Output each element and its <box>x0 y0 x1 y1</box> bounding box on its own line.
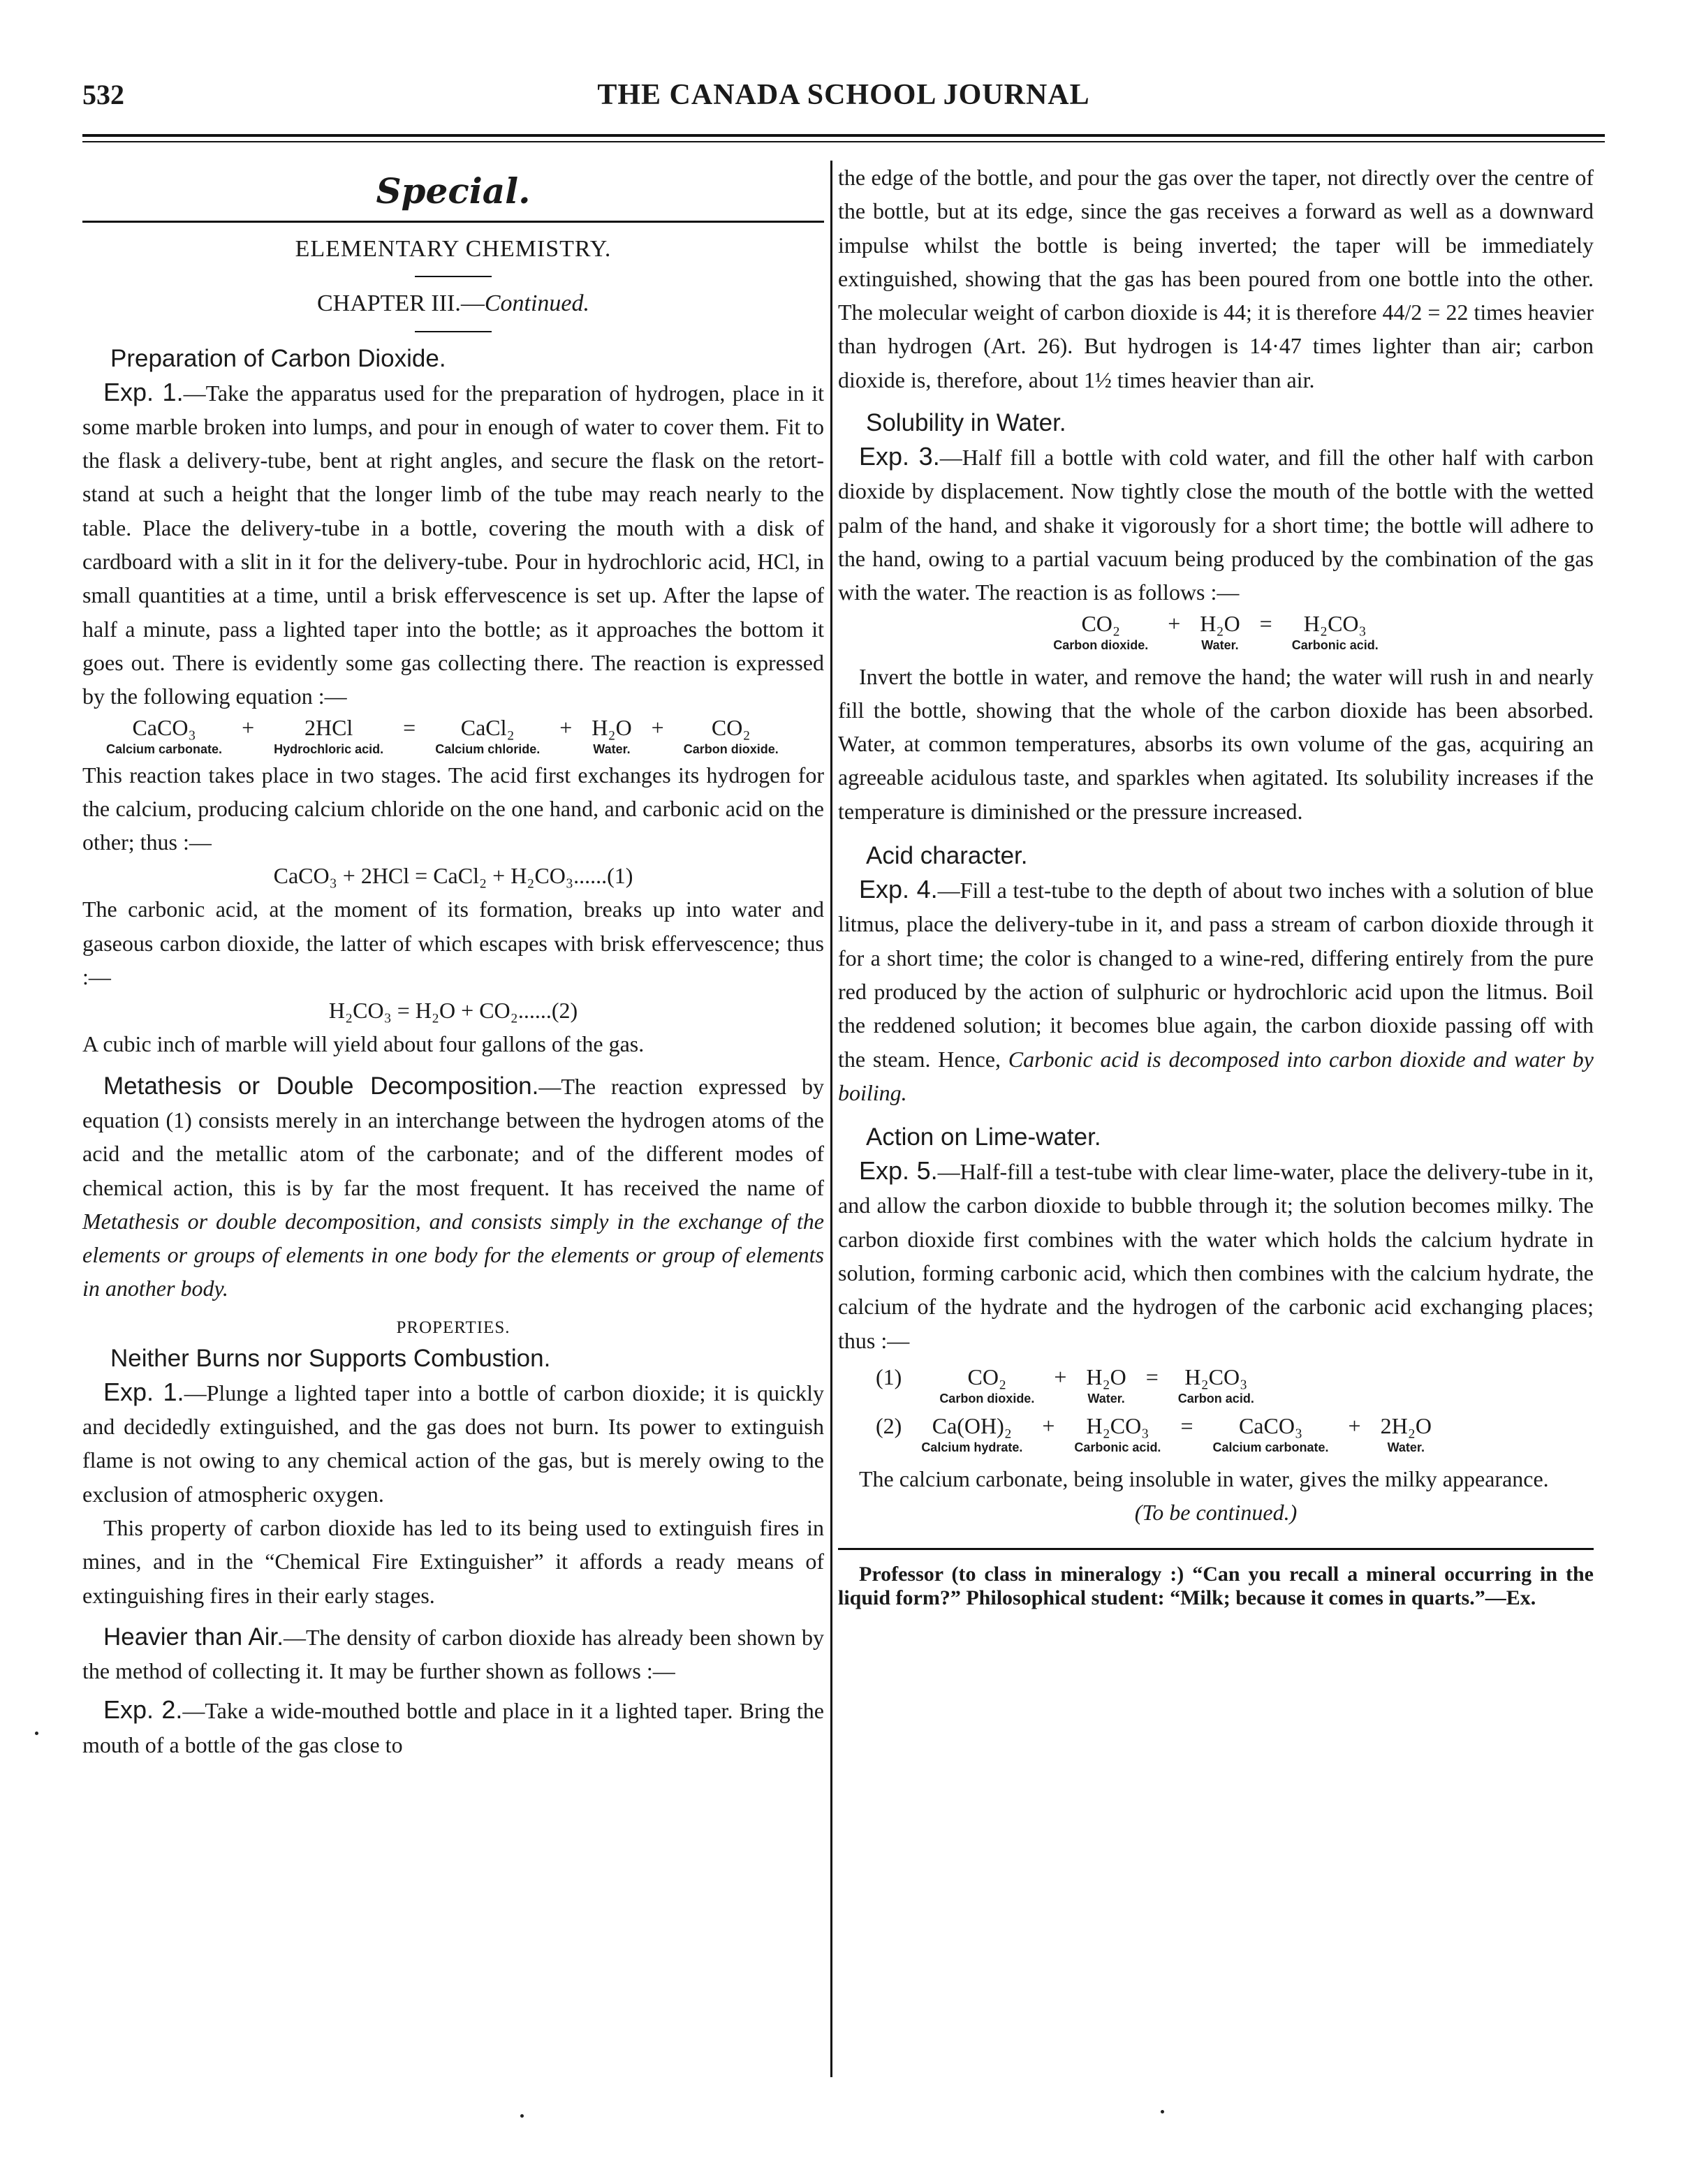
eq1-op: = <box>403 714 416 740</box>
exp3-paragraph <box>838 440 1594 609</box>
eq6-label: Carbonic acid. <box>1074 1440 1161 1454</box>
eq1-term: CaCl₂ <box>460 714 515 740</box>
carbonic-paragraph: The carbonic acid, at the moment of its formation, breaks up into water and gaseous carbon dioxide, the latter of which escapes with brisk effervescence; thus :— <box>82 897 824 990</box>
exp5-label: Exp. 5. <box>859 1156 938 1186</box>
exp1-text: —Take the apparatus used for the preparation of hydrogen, place in it some marble broken into lumps, and pour in enough of water to cover them. Fit to the flask a delivery-tube, bent at right angles, and secure the flask on the retort-stand at such a height that the longer limb of the tube may reach nearly to the table. Place the delivery-tube in a bottle, covering the mouth with a disk of cardboard with a slit in it for the delivery-tube. Pour in hydrochloric acid, HCl, in small quantities at a time, until a brisk effervescence is set up. After the lapse of half a minute, pass a lighted taper into the bottle; as it approaches the bottom it goes out. There is evidently some gas collecting there. The reaction is expressed by the following equation :— <box>82 380 825 709</box>
header-rule-top <box>82 134 1605 137</box>
eq5-label: Carbon acid. <box>1177 1391 1254 1405</box>
joke-rule <box>838 1548 1594 1550</box>
section-title: Special. <box>376 170 531 212</box>
right-column <box>838 161 1594 1610</box>
exp1b-text: —Plunge a lighted taper into a bottle of carbon dioxide; it is quickly and decidedly extinguished, and the gas does not burn. Its power to extinguish flame is not owing to any chemical action of the gas, but is merely owing to the exclusion of atmospheric oxygen. <box>82 1380 825 1507</box>
eq4-label: Carbonic acid. <box>1291 637 1379 652</box>
equation-5 <box>866 1364 1264 1408</box>
print-speck <box>35 1732 38 1735</box>
exp4-conclusion: Carbonic acid is decomposed into carbon dioxide and water by boiling. <box>838 1046 1594 1105</box>
page-number: 532 <box>82 79 124 110</box>
exp1b-label: Exp. 1. <box>103 1377 184 1406</box>
eq1-op: + <box>559 714 573 740</box>
heading-solubility: Solubility in Water. <box>866 409 1066 437</box>
exp4-paragraph <box>838 873 1594 1109</box>
two-stages-paragraph: This reaction takes place in two stages. The acid first exchanges its hydrogen for the calcium, producing calcium chloride on the one hand, and carbonic acid on the other; thus :— <box>82 762 824 855</box>
exp4-text: —Fill a test-tube to the depth of about two inches with a solution of blue litmus, place the delivery-tube in it, and pass a stream of carbon dioxide through it for a short time; the color is changed to a wine-red, differing entirely from the pure red produced by the action of sulphuric or hydrochloric acid upon the litmus. Boil the reddened solution; it becomes blue again, the carbon dioxide passing off with the steam. Hence, <box>838 878 1594 1072</box>
eq1-label: Calcium carbonate. <box>106 741 223 756</box>
eq5-op: + <box>1054 1364 1067 1389</box>
eq1-label: Calcium chloride. <box>435 741 541 756</box>
equation-4 <box>1043 611 1388 654</box>
exp2-text: —Take a wide-mouthed bottle and place in it a lighted taper. Bring the mouth of a bottle of the gas close to <box>82 1698 824 1757</box>
column-divider <box>830 161 832 2077</box>
article-heading: ELEMENTARY CHEMISTRY. <box>295 236 612 262</box>
eq4-term: CO₂ <box>1081 610 1121 636</box>
eq6-label: Calcium carbonate. <box>1212 1440 1329 1454</box>
heading-preparation: Preparation of Carbon Dioxide. <box>110 344 446 372</box>
eq4-term: H₂CO₃ <box>1303 610 1367 636</box>
equation-2: CaCO₃ + 2HCl = CaCl₂ + H₂CO₃......(1) <box>273 863 633 889</box>
exp5-paragraph <box>838 1154 1594 1357</box>
chapter-continued: Continued. <box>484 290 590 317</box>
eq6-op: = <box>1180 1412 1193 1438</box>
short-rule <box>415 276 492 277</box>
calcium-paragraph: The calcium carbonate, being insoluble in water, gives the milky appearance. <box>859 1466 1549 1491</box>
joke-paragraph: Professor (to class in mineralogy :) “Can you recall a mineral occurring in the liquid form?” Philosophical student: “Milk; because it comes in quarts.”—Ex. <box>838 1562 1594 1609</box>
eq1-op: + <box>242 714 255 740</box>
exp1b-paragraph <box>82 1375 824 1511</box>
property-paragraph: This property of carbon dioxide has led to its being used to extinguish fires in mines, and in the “Chemical Fire Extinguisher” it affords a ready means of extinguishing fires in their early stages. <box>82 1514 824 1608</box>
section-rule <box>82 221 824 223</box>
heavier-text: —The density of carbon dioxide has already been shown by the method of collecting it. It may be further shown as follows :— <box>82 1624 825 1684</box>
short-rule-2 <box>415 331 492 332</box>
eq4-label: Water. <box>1201 637 1239 652</box>
header-rule-bottom <box>82 141 1605 142</box>
heavier-paragraph <box>82 1621 824 1688</box>
eq1-op: + <box>651 714 664 740</box>
eq1-label: Carbon dioxide. <box>683 741 779 756</box>
invert-paragraph: Invert the bottle in water, and remove the hand; the water will rush in and nearly fill the bottle, showing that the whole of the carbon dioxide has been absorbed. Water, at common temperatures, absorbs its own volume of the gas, acquiring an agreeable acidulous taste, and sparkles when agitated. Its solubility increases if the temperature is diminished or the pressure increased. <box>838 663 1594 824</box>
to-be-continued <box>838 1496 1594 1529</box>
properties-heading: PROPERTIES. <box>396 1318 510 1337</box>
eq6-number: (2) <box>876 1412 902 1438</box>
eq6-term: Ca(OH)₂ <box>932 1412 1012 1438</box>
to-be-continued-text: (To be continued.) <box>1134 1500 1298 1526</box>
metathesis-definition: Metathesis or double decomposition, and consists simply in the exchange of the elements or groups of elements in one body for the elements or group of elements in another body. <box>82 1208 824 1301</box>
eq5-label: Carbon dioxide. <box>939 1391 1035 1405</box>
exp3-label: Exp. 3. <box>859 442 940 471</box>
equation-1 <box>96 715 788 758</box>
equation-3: H₂CO₃ = H₂O + CO₂......(2) <box>328 998 578 1024</box>
exp2-paragraph <box>82 1693 824 1762</box>
eq1-term: CO₂ <box>711 714 751 740</box>
eq1-term: 2HCl <box>304 714 353 740</box>
running-header <box>82 78 1605 120</box>
exp4-label: Exp. 4. <box>859 875 938 904</box>
metathesis-paragraph <box>82 1070 824 1306</box>
heading-lime-water: Action on Lime-water. <box>866 1123 1101 1151</box>
eq4-op: + <box>1168 610 1181 636</box>
exp2-label: Exp. 2. <box>103 1695 183 1725</box>
heavier-label: Heavier than Air. <box>103 1623 284 1651</box>
exp1-label: Exp. 1. <box>103 377 184 406</box>
eq1-term: CaCO₃ <box>132 714 196 740</box>
exp3-text: —Half fill a bottle with cold water, and fill the other half with carbon dioxide by displacement. Now tightly close the mouth of the bottle with the wetted palm of the hand, and shake it vigorously for a short time; the bottle will adhere to the hand, owing to a partial vacuum being produced by the combination of the gas with the water. The reaction is as follows :— <box>838 445 1594 605</box>
eq1-term: H₂O <box>592 714 632 740</box>
eq4-op: = <box>1259 610 1272 636</box>
eq1-label: Hydrochloric acid. <box>274 741 384 756</box>
eq5-term: H₂O <box>1086 1364 1126 1389</box>
eq6-label: Calcium hydrate. <box>921 1440 1023 1454</box>
eq6-label: Water. <box>1387 1440 1425 1454</box>
exp1-paragraph <box>82 376 824 714</box>
eq6-op: + <box>1348 1412 1361 1438</box>
print-speck <box>520 2114 524 2118</box>
eq6-term: 2H₂O <box>1380 1412 1432 1438</box>
eq4-term: H₂O <box>1200 610 1240 636</box>
eq5-term: H₂CO₃ <box>1184 1364 1248 1389</box>
journal-title: THE CANADA SCHOOL JOURNAL <box>597 79 1090 111</box>
left-column <box>82 161 824 1762</box>
chapter-label: CHAPTER III.— <box>316 290 485 317</box>
exp5-text: —Half-fill a test-tube with clear lime-water, place the delivery-tube in it, and allow the carbon dioxide to bubble through it; the solution becomes milky. The carbon dioxide first combines with the water which holds the calcium hydrate in solution, forming carbonic acid, which then combines with the calcium hydrate, the calcium of the hydrate and the hydrogen of the carbonic acid exchanging places; thus :— <box>838 1159 1594 1353</box>
eq6-term: CaCO₃ <box>1238 1412 1303 1438</box>
heading-acid-character: Acid character. <box>866 842 1028 870</box>
eq5-number: (1) <box>876 1364 902 1389</box>
print-speck <box>1161 2110 1164 2113</box>
eq4-label: Carbon dioxide. <box>1053 637 1149 652</box>
eq5-label: Water. <box>1087 1391 1125 1405</box>
eq1-label: Water. <box>593 741 631 756</box>
continued-paragraph: the edge of the bottle, and pour the gas over the taper, not directly over the centre of the bottle, but at its edge, since the gas receives a forward as well as a downward impulse whilst the bottle is being inverted; the taper will be immediately extinguished, showing that the gas has been poured from one bottle into the other. The molecular weight of carbon dioxide is 44; it is therefore 44/2 = 22 times heavier than hydrogen (Art. 26). But hydrogen is 14·47 times lighter than air; carbon dioxide is, therefore, about 1½ times heavier than air. <box>838 165 1594 392</box>
heading-neither-burns: Neither Burns nor Supports Combustion. <box>110 1344 551 1372</box>
metathesis-text: —The reaction expressed by equation (1) consists merely in an interchange between the hydrogen atoms of the acid and the metallic atom of the carbonate; and of the different modes of chemical action, this is by far the most frequent. It has received the name of <box>82 1073 825 1200</box>
chapter-heading <box>82 287 824 320</box>
cubic-inch-paragraph: A cubic inch of marble will yield about four gallons of the gas. <box>82 1031 645 1057</box>
eq5-op: = <box>1145 1364 1159 1389</box>
eq6-term: H₂CO₃ <box>1086 1412 1149 1438</box>
metathesis-label: Metathesis or Double Decomposition. <box>103 1072 539 1100</box>
equation-6 <box>866 1413 1441 1456</box>
eq6-op: + <box>1042 1412 1055 1438</box>
eq5-term: CO₂ <box>967 1364 1007 1389</box>
